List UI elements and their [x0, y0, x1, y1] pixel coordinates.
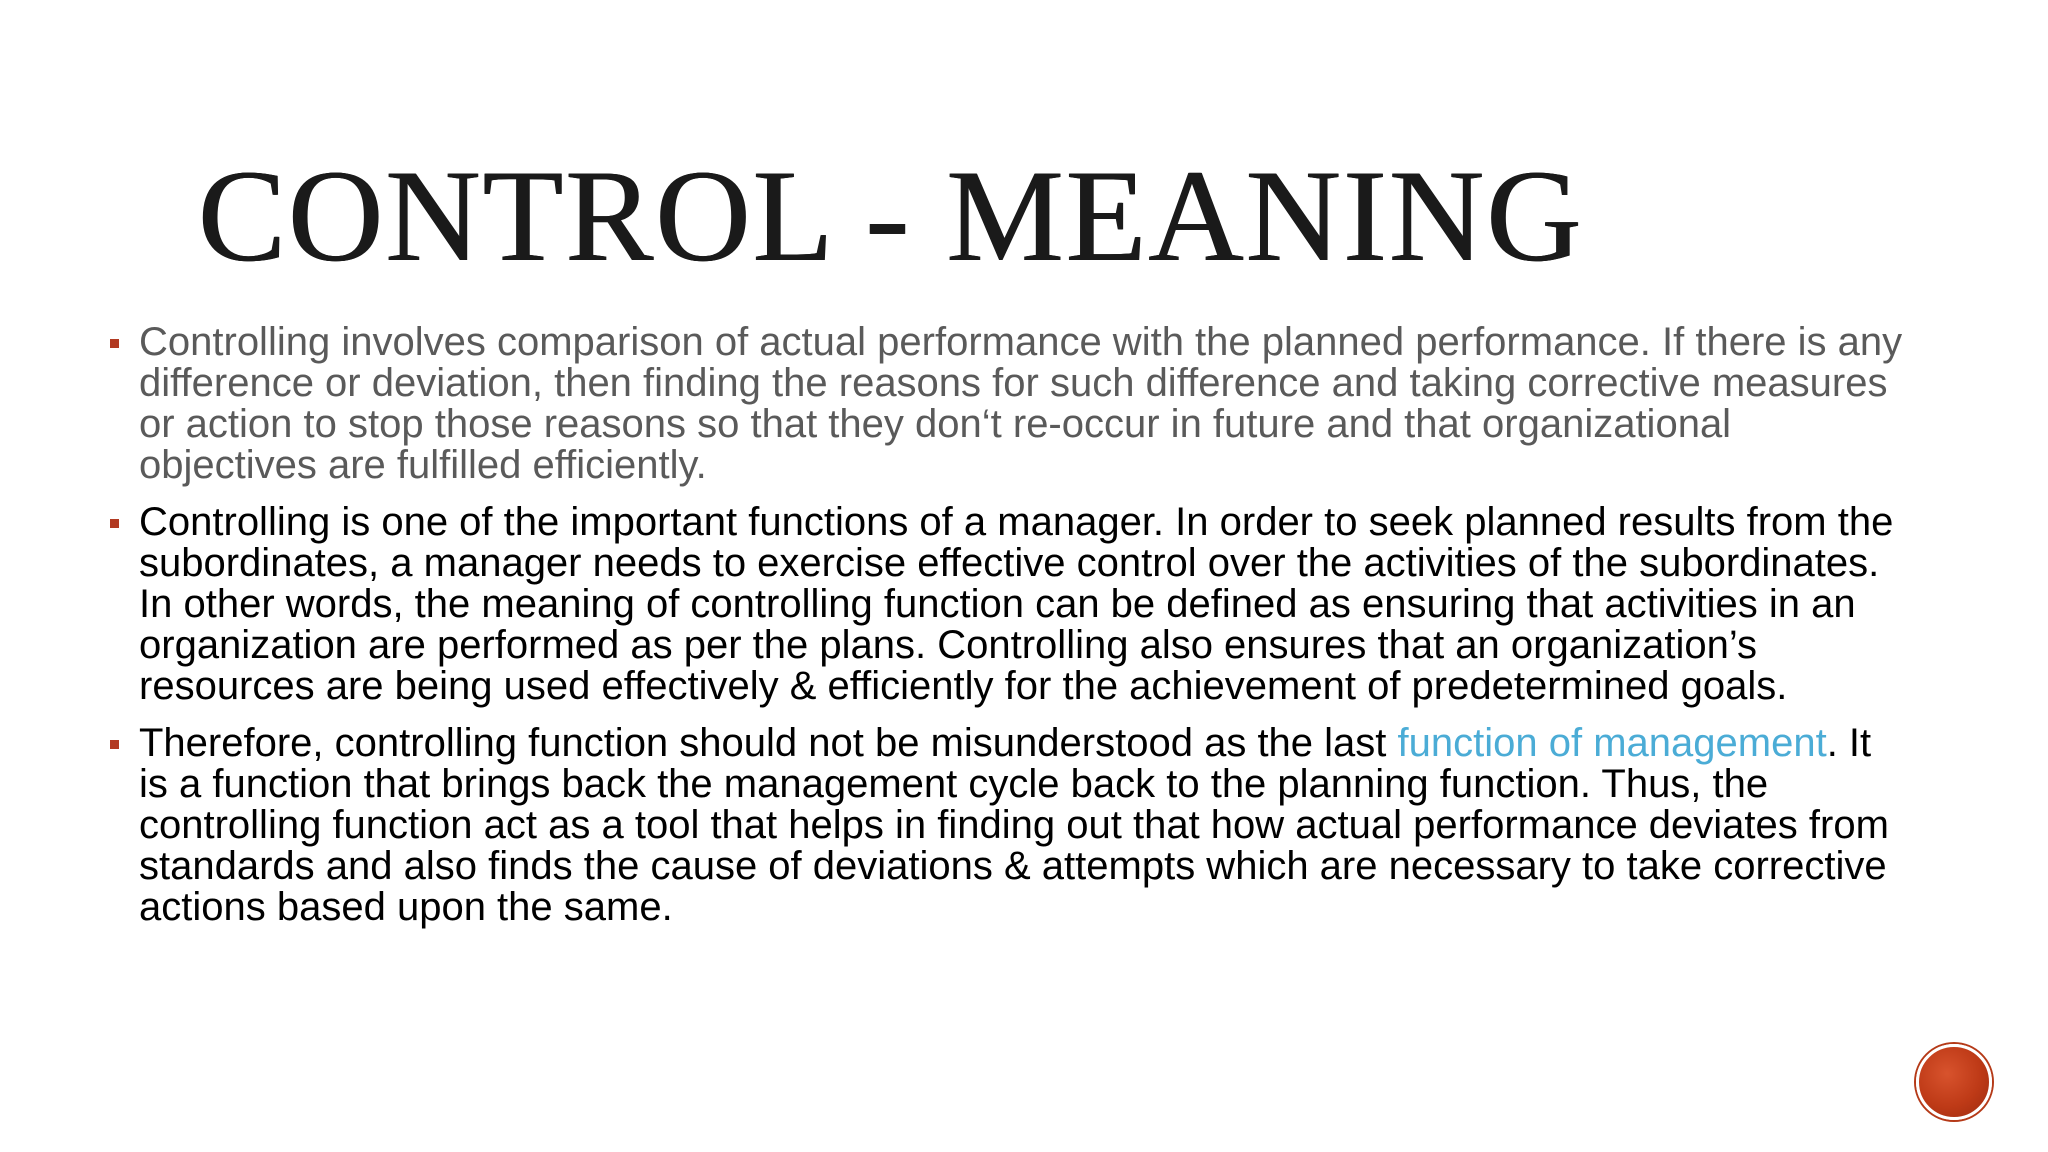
- bullet-square-icon: [110, 519, 119, 528]
- bullet-text-before-link: Therefore, controlling function should not be misunderstood as the last: [139, 721, 1398, 765]
- bullet-list: [108, 322, 1908, 944]
- bullet-text: Controlling is one of the important functions of a manager. In order to seek planned results from the subordinates, a manager needs to exercise effective control over the activities of the subordinates. In other words, the meaning of controlling function can be defined as ensuring that activities in an organization are performed as per the plans. Controlling also ensures that an organization’s resources are being used effectively & efficiently for the achievement of predetermined goals.: [139, 500, 1894, 708]
- bullet-square-icon: [110, 339, 119, 348]
- bullet-item-3: [108, 723, 1908, 928]
- bullet-text-after-link: . It is a function that brings back the management cycle back to the planning function. Thus, the controlling function act as a tool that helps in finding out that how actual performance deviates from standards and also finds the cause of deviations & attempts which are necessary to take corrective actions based upon the same.: [139, 721, 1889, 929]
- bullet-item-2: [108, 502, 1908, 707]
- bullet-square-icon: [110, 740, 119, 749]
- bullet-text: Controlling involves comparison of actual performance with the planned performance. If there is any difference or deviation, then finding the reasons for such difference and taking corrective measures or action to stop those reasons so that they don‘t re-occur in future and that organizational objectives are fulfilled efficiently.: [139, 320, 1903, 487]
- slide-title: CONTROL - MEANING: [198, 142, 1584, 289]
- bullet-item-1: [108, 322, 1908, 486]
- slide-nav-button[interactable]: [1916, 1044, 1992, 1120]
- function-of-management-link[interactable]: function of management: [1397, 721, 1827, 765]
